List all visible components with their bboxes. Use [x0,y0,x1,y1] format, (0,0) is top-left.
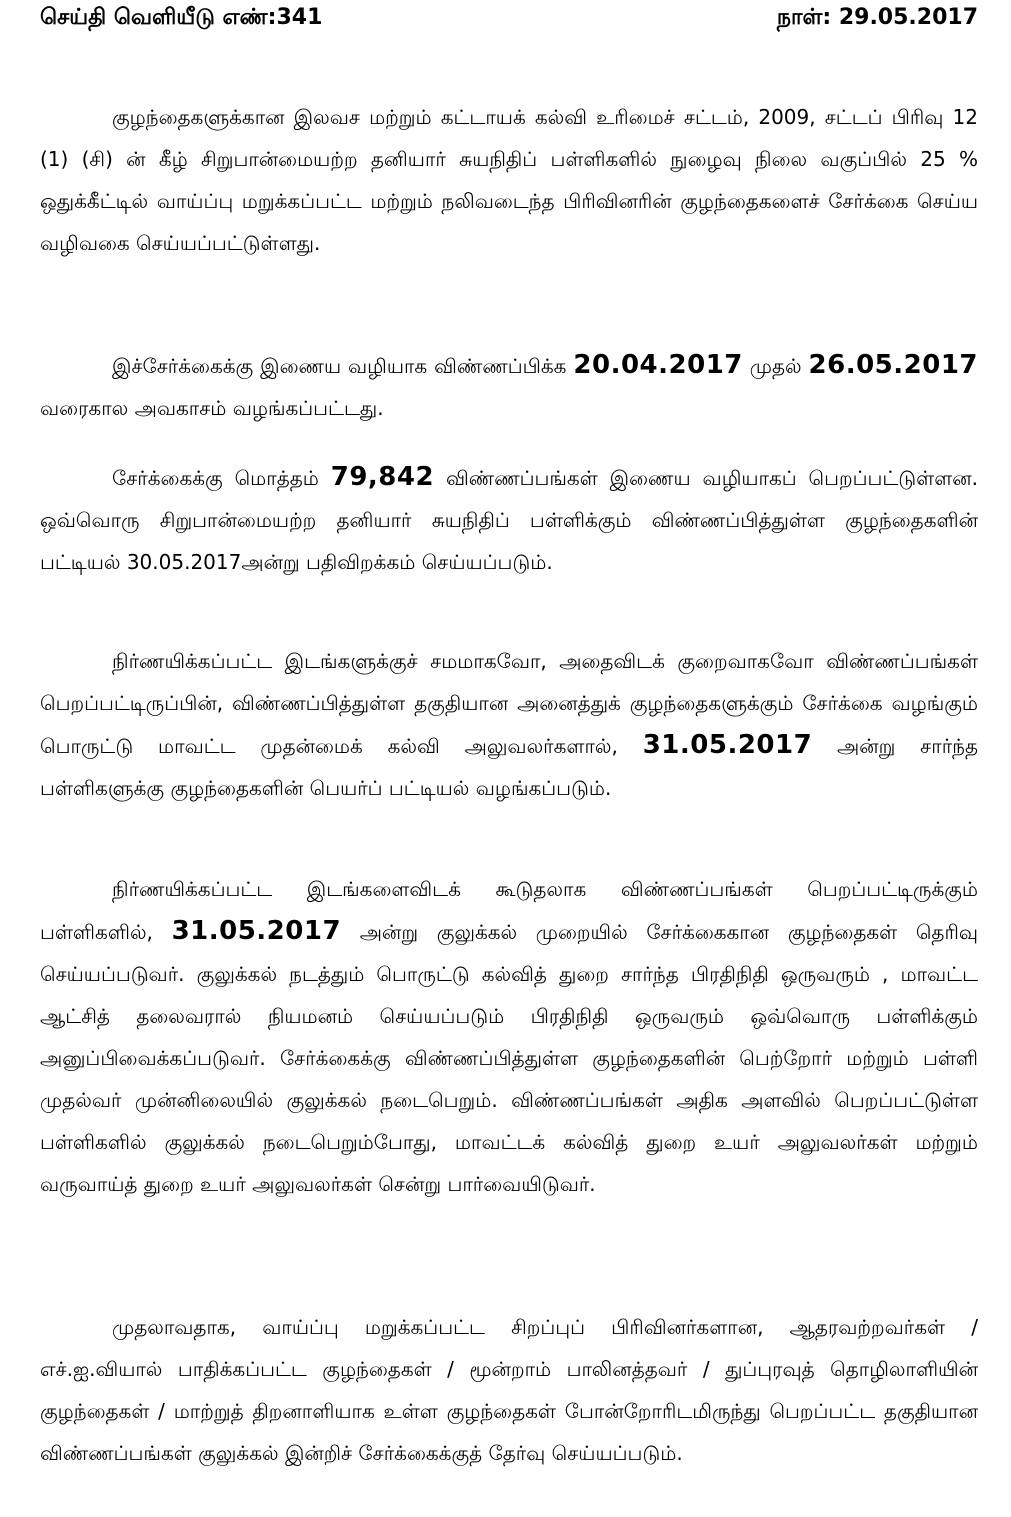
paragraph-text: முதலாவதாக, வாய்ப்பு மறுக்கப்பட்ட சிறப்புப் பிரிவினர்களான, ஆதரவற்றவர்கள் / எச்.ஐ.வியால் பாதிக்கப்பட்ட குழந்தைகள் / மூன்றாம் பாலினத்தவர் / துப்புரவுத் தொழிலாளியின் குழந்தைகள் / மாற்றுத் திறனாளியாக உள்ள குழந்தைகள் போன்றோரிடமிருந்து பெறப்பட்ட தகுதியான விண்ணப்பங்கள் குலுக்கல் இன்றிச் சேர்க்கைக்குத் தேர்வு செய்யப்படும். [40,1315,978,1465]
paragraph-text: அன்று குலுக்கல் முறையில் சேர்க்கைகான குழந்தைகள் தெரிவு செய்யப்படுவர். குலுக்கல் நடத்தும் பொருட்டு கல்வித் துறை சார்ந்த பிரதிநிதி ஒருவரும் , மாவட்ட ஆட்சித் தலைவரால் நியமனம் செய்யப்படும் பிரதிநிதி ஒருவரும் ஒவ்வொரு பள்ளிக்கும் அனுப்பிவைக்கப்படுவர். சேர்க்கைக்கு விண்ணப்பித்துள்ள குழந்தைகளின் பெற்றோர் மற்றும் பள்ளி முதல்வர் முன்னிலையில் குலுக்கல் நடைபெறும். விண்ணப்பங்கள் அதிக அளவில் பெறப்பட்டுள்ள பள்ளிகளில் குலுக்கல் நடைபெறும்போது, மாவட்டக் கல்வித் துறை உயர் அலுவலர்கள் மற்றும் வருவாய்த் துறை உயர் அலுவலர்கள் சென்று பார்வையிடுவர். [40,920,978,1196]
paragraph-application-period [40,344,978,429]
start-date: 20.04.2017 [573,350,743,380]
release-date: நாள்: 29.05.2017 [776,5,978,30]
document-header [40,0,978,40]
paragraph-text: விண்ணப்பங்கள் இணைய வழியாகப் பெறப்பட்டுள்ளன. ஒவ்வொரு சிறுபான்மையற்ற தனியார் சுயநிதிப் பள்ளிக்கும் விண்ணப்பித்துள்ள குழந்தைகளின் பட்டியல் 30.05.2017அன்று பதிவிறக்கம் செய்யப்படும். [40,466,978,574]
press-release-page [40,0,979,1465]
paragraph-lottery-selection [40,868,978,1205]
paragraph-text: குழந்தைகளுக்கான இலவச மற்றும் கட்டாயக் கல்வி உரிமைச் சட்டம், 2009, சட்டப் பிரிவு 12 (1) (சி) ன் கீழ் சிறுபான்மையற்ற தனியார் சுயநிதிப் பள்ளிகளில் நுழைவு நிலை வகுப்பில் 25 % ஒதுக்கீட்டில் வாய்ப்பு மறுக்கப்பட்ட மற்றும் நலிவடைந்த பிரிவினரின் குழந்தைகளைச் சேர்க்கை செய்ய வழிவகை செய்யப்பட்டுள்ளது. [40,105,978,255]
paragraph-text: அன்று சார்ந்த பள்ளிகளுக்கு குழந்தைகளின் பெயர்ப் பட்டியல் வழங்கப்படும். [40,734,979,800]
paragraph-equal-or-fewer-applications [40,640,978,809]
lottery-date: 31.05.2017 [171,916,342,946]
paragraph-text: வரைகால அவகாசம் வழங்கப்பட்டது. [40,396,384,420]
paragraph-text: நிர்ணயிக்கப்பட்ட இடங்களுக்குச் சமமாகவோ, அதைவிடக் குறைவாகவோ விண்ணப்பங்கள் பெறப்பட்டிருப்பின், விண்ணப்பித்துள்ள தகுதியான அனைத்துக் குழந்தைகளுக்கும் சேர்க்கை வழங்கும் பொருட்டு மாவட்ட முதன்மைக் கல்வி அலுவலர்களால், [40,649,978,758]
paragraph-special-categories [40,1306,978,1474]
release-number: செய்தி வெளியீடு எண்:341 [40,5,323,30]
list-date: 31.05.2017 [642,730,813,760]
paragraph-text: நிர்ணயிக்கப்பட்ட இடங்களைவிடக் கூடுதலாக விண்ணப்பங்கள் பெறப்பட்டிருக்கும் பள்ளிகளில், [40,877,978,944]
paragraph-text: இச்சேர்க்கைக்கு இணைய வழியாக விண்ணப்பிக்க [112,354,574,378]
end-date: 26.05.2017 [808,350,978,380]
paragraph-text: சேர்க்கைக்கு மொத்தம் [112,466,331,490]
paragraph-applications-received [40,456,978,583]
paragraph-text: முதல் [742,354,809,378]
applications-count: 79,842 [330,462,435,492]
paragraph-rte-provision [40,96,978,264]
